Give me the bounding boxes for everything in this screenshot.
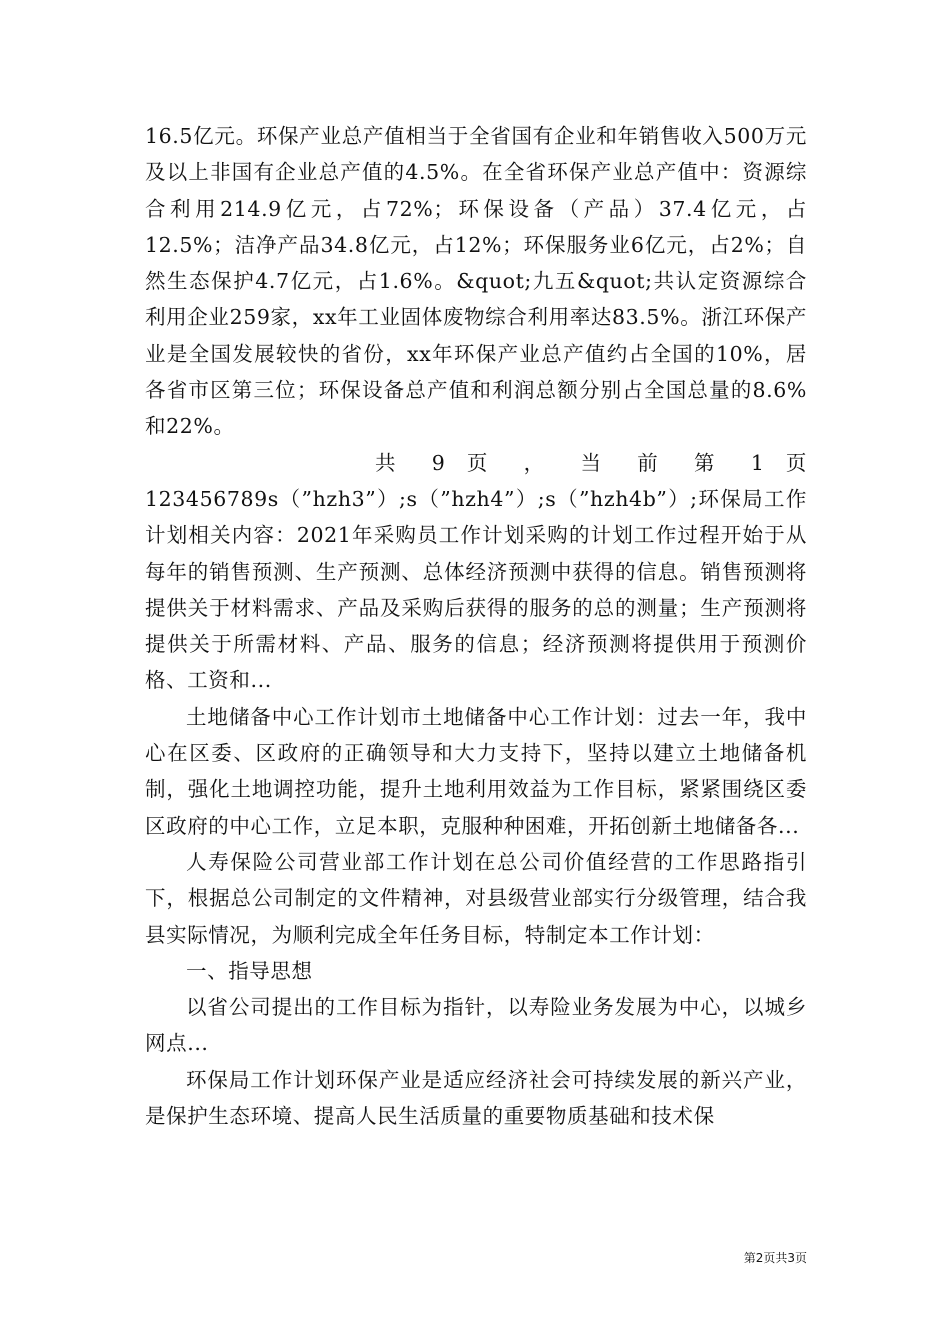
paragraph-environment-bureau: 环保局工作计划环保产业是适应经济社会可持续发展的新兴产业，是保护生态环境、提高人民生活质量的重要物质基础和技术保 <box>145 1067 807 1129</box>
paragraph-procurement-plan: 123456789s（”hzh3”）;s（”hzh4”）;s（”hzh4b”）;环保局工作计划相关内容：2021年采购员工作计划采购的计划工作过程开始于从每年的销售预测、生产预测、总体经济预测中获得的信息。销售预测将提供关于材料需求、产品及采购后获得的服务的总的测量；生产预测将提供关于所需材料、产品、服务的信息；经济预测将提供用于预测价格、工资和... <box>145 486 807 693</box>
page-number-footer: 第2页共3页 <box>743 1251 807 1265</box>
pagination-line: 共 9 页 ， 当 前 第 1 页 <box>375 450 807 475</box>
section-heading-guiding-thought: 一、指导思想 <box>186 958 313 983</box>
paragraph-land-reserve: 土地储备中心工作计划市土地储备中心工作计划：过去一年，我中心在区委、区政府的正确领导和大力支持下，坚持以建立土地储备机制，强化土地调控功能，提升土地利用效益为工作目标，紧紧围绕区委区政府的中心工作，立足本职，克服种种困难，开拓创新土地储备各... <box>145 704 807 838</box>
paragraph-environment-stats: 16.5亿元。环保产业总产值相当于全省国有企业和年销售收入500万元及以上非国有企业总产值的4.5%。在全省环保产业总产值中：资源综合利用214.9亿元，占72%；环保设备（产品）37.4亿元，占12.5%；洁净产品34.8亿元，占12%；环保服务业6亿元，占2%；自然生态保护4.7亿元，占1.6%。&quot;九五&quot;共认定资源综合利用企业259家，xx年工业固体废物综合利用率达83.5%。浙江环保产业是全国发展较快的省份，xx年环保产业总产值约占全国的10%，居各省市区第三位；环保设备总产值和利润总额分别占全国总量的8.6%和22%。 <box>145 124 807 439</box>
paragraph-insurance-plan: 人寿保险公司营业部工作计划在总公司价值经营的工作思路指引下，根据总公司制定的文件精神，对县级营业部实行分级管理，结合我县实际情况，为顺利完成全年任务目标，特制定本工作计划： <box>145 849 807 947</box>
paragraph-guiding-thought: 以省公司提出的工作目标为指针，以寿险业务发展为中心，以城乡网点... <box>145 995 807 1056</box>
document-body <box>145 118 807 1134</box>
